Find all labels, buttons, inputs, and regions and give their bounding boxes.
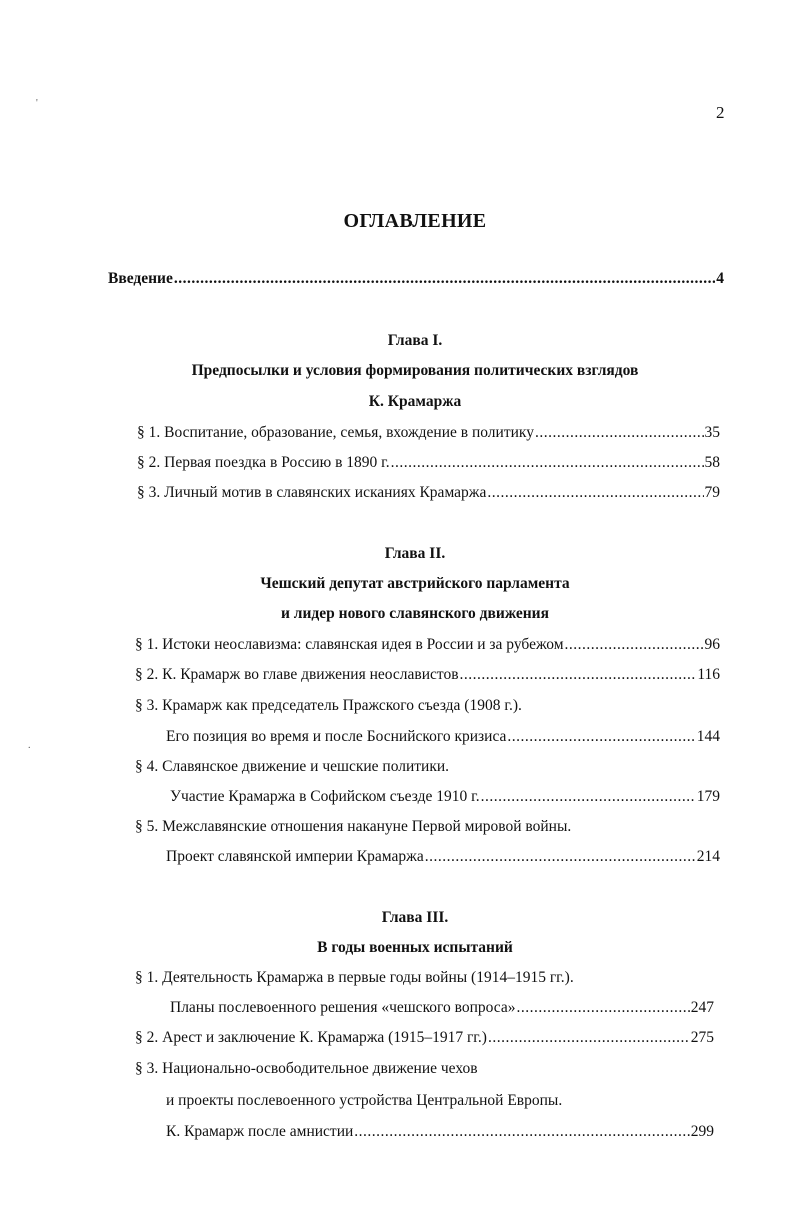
toc-entry-page: 58 [704, 454, 720, 471]
toc-entry [137, 484, 720, 502]
toc-entry-page: 79 [704, 484, 720, 501]
dot-leader [391, 454, 704, 472]
toc-entry [166, 728, 720, 746]
dot-leader [517, 999, 690, 1017]
toc-entry-text: § 2. Первая поездка в Россию в 1890 г. [137, 454, 390, 471]
toc-entry [135, 636, 720, 654]
dot-leader [487, 484, 703, 502]
toc-entry-page: 144 [696, 728, 720, 745]
page-number: 2 [716, 103, 725, 122]
toc-entry-text: Введение [108, 270, 173, 287]
dot-leader [481, 788, 696, 806]
toc-entry [170, 999, 714, 1017]
toc-entry-text: § 3. Национально-освободительное движение чехов [135, 1060, 478, 1077]
toc-entry [135, 666, 720, 684]
chapter-label: Глава II. [384, 545, 446, 562]
toc-entry [137, 424, 720, 442]
toc-entry-text: § 3. Личный мотив в славянских исканиях Крамаржа [137, 484, 487, 501]
chapter-title: Предпосылки и условия формирования политических взглядов [191, 362, 639, 379]
dot-leader [425, 848, 696, 866]
margin-mark: . [28, 740, 31, 751]
page-title: ОГЛАВЛЕНИЕ [343, 210, 487, 232]
chapter-title: и лидер нового славянского движения [281, 605, 549, 622]
margin-mark: ' [36, 98, 38, 109]
toc-entry-text: § 2. Арест и заключение К. Крамаржа (1915–1917 гг.) [135, 1029, 487, 1046]
toc-entry-page: 116 [697, 666, 720, 683]
toc-entry-text: § 1. Воспитание, образование, семья, вхождение в политику [137, 424, 534, 441]
toc-entry-intro [108, 270, 724, 288]
toc-entry-text: К. Крамарж после амнистии [166, 1123, 354, 1140]
toc-entry [166, 848, 720, 866]
toc-entry-text: Его позиция во время и после Боснийского кризиса [166, 728, 507, 745]
toc-entry-text: Планы послевоенного решения «чешского вопроса» [170, 999, 516, 1016]
toc-entry-text: и проекты послевоенного устройства Центральной Европы. [166, 1092, 563, 1109]
toc-entry-page: 299 [690, 1123, 714, 1140]
dot-leader [174, 270, 715, 288]
dot-leader [354, 1123, 689, 1141]
toc-entry-page: 4 [716, 270, 724, 287]
dot-leader [507, 728, 695, 746]
toc-entry-text: Проект славянской империи Крамаржа [166, 848, 424, 865]
toc-entry-page: 35 [704, 424, 720, 441]
toc-entry [135, 1029, 714, 1047]
chapter-label: Глава III. [381, 909, 449, 926]
toc-entry-text: § 1. Истоки неославизма: славянская идея в России и за рубежом [135, 636, 564, 653]
toc-entry [137, 454, 720, 472]
toc-entry-page: 179 [696, 788, 720, 805]
toc-entry [166, 1123, 714, 1141]
toc-entry-page: 214 [696, 848, 720, 865]
chapter-title: Чешский депутат австрийского парламента [260, 575, 570, 592]
dot-leader [535, 424, 704, 442]
toc-entry-page: 96 [704, 636, 720, 653]
chapter-label: Глава I. [387, 332, 443, 349]
toc-entry-page: 247 [690, 999, 714, 1016]
toc-entry-text: Участие Крамаржа в Софийском съезде 1910 г. [170, 788, 480, 805]
toc-entry-page: 275 [690, 1029, 714, 1046]
chapter-title: В годы военных испытаний [317, 939, 513, 956]
toc-entry-text: § 1. Деятельность Крамаржа в первые годы войны (1914–1915 гг.). [135, 969, 574, 986]
dot-leader [565, 636, 704, 654]
toc-entry [170, 788, 720, 806]
toc-entry-text: § 5. Межславянские отношения накануне Первой мировой войны. [135, 818, 572, 835]
toc-entry-text: § 4. Славянское движение и чешские политики. [135, 758, 450, 775]
dot-leader [488, 1029, 690, 1047]
dot-leader [460, 666, 697, 684]
toc-entry-text: § 3. Крамарж как председатель Пражского съезда (1908 г.). [135, 697, 522, 714]
toc-entry-text: § 2. К. Крамарж во главе движения неославистов [135, 666, 459, 683]
chapter-title: К. Крамаржа [368, 393, 462, 410]
